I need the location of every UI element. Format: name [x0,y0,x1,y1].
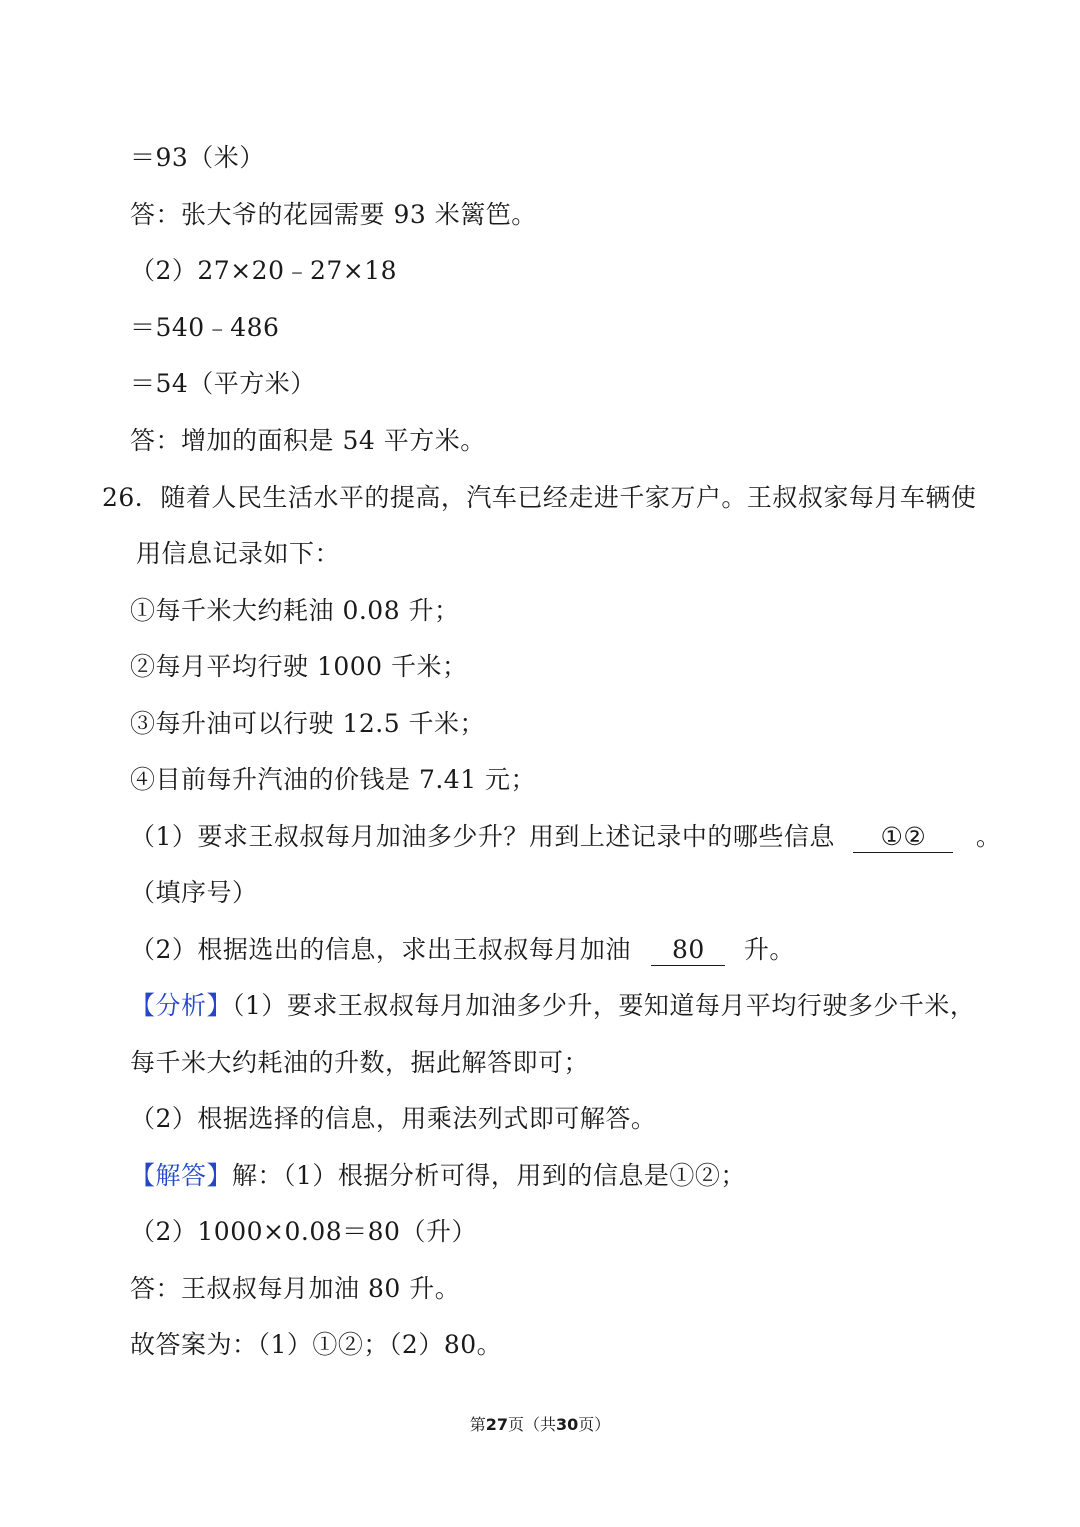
answer-area: 答：增加的面积是 54 平方米。 [130,426,486,455]
sub-question-2-text: （2）根据选出的信息，求出王叔叔每月加油 [130,935,631,964]
sub-question-2-end: 升。 [743,935,795,964]
calc-line-54: ＝54（平方米） [130,369,316,398]
info-item-1: ①每千米大约耗油 0.08 升； [130,596,460,625]
solution-line-2: （2）1000×0.08＝80（升） [130,1217,477,1246]
question-26-line-1 [102,481,976,515]
total-pages: 30 [556,1415,579,1434]
solution-line-1 [130,1159,746,1193]
analysis-line-2: 每千米大约耗油的升数，据此解答即可； [130,1048,590,1077]
question-text: 随着人民生活水平的提高，汽车已经走进千家万户。王叔叔家每月车辆使 [160,483,977,512]
answer-blank-1: ①② [853,822,953,853]
solution-tag: 【解答】 [130,1161,233,1190]
page-footer [0,1413,1080,1437]
calc-line-93: ＝93（米） [130,143,265,172]
solution-line-4: 故答案为：（1）①②；（2）80。 [130,1330,503,1359]
sub-question-2 [130,933,795,967]
solution-text-1: 解：（1）根据分析可得，用到的信息是①②； [232,1161,746,1190]
info-item-2: ②每月平均行驶 1000 千米； [130,652,468,681]
solution-line-3: 答：王叔叔每月加油 80 升。 [130,1274,461,1303]
answer-blank-2: 80 [651,935,725,966]
question-number: 26． [102,483,161,512]
footer-suffix: 页） [578,1415,611,1434]
info-item-3: ③每升油可以行驶 12.5 千米； [130,709,486,738]
analysis-tag: 【分析】 [130,991,233,1020]
analysis-line-1 [130,989,975,1023]
footer-mid: 页（共 [507,1415,556,1434]
calc-line-sub2: （2）27×20﹣27×18 [130,256,398,285]
info-item-4: ④目前每升汽油的价钱是 7.41 元； [130,765,537,794]
question-26-line-2: 用信息记录如下： [136,539,341,568]
page-number: 27 [485,1415,508,1434]
analysis-text-1: （1）要求王叔叔每月加油多少升，要知道每月平均行驶多少千米， [232,991,976,1020]
calc-line-540: ＝540﹣486 [130,313,280,342]
analysis-line-3: （2）根据选择的信息，用乘法列式即可解答。 [130,1104,657,1133]
sub-question-1-note: （填序号） [130,878,258,907]
sub-question-1 [130,820,1001,854]
sub-question-1-text: （1）要求王叔叔每月加油多少升？用到上述记录中的哪些信息 [130,822,835,851]
answer-fence: 答：张大爷的花园需要 93 米篱笆。 [130,200,537,229]
footer-prefix: 第 [469,1415,486,1434]
sub-question-1-end: 。 [975,822,1002,851]
